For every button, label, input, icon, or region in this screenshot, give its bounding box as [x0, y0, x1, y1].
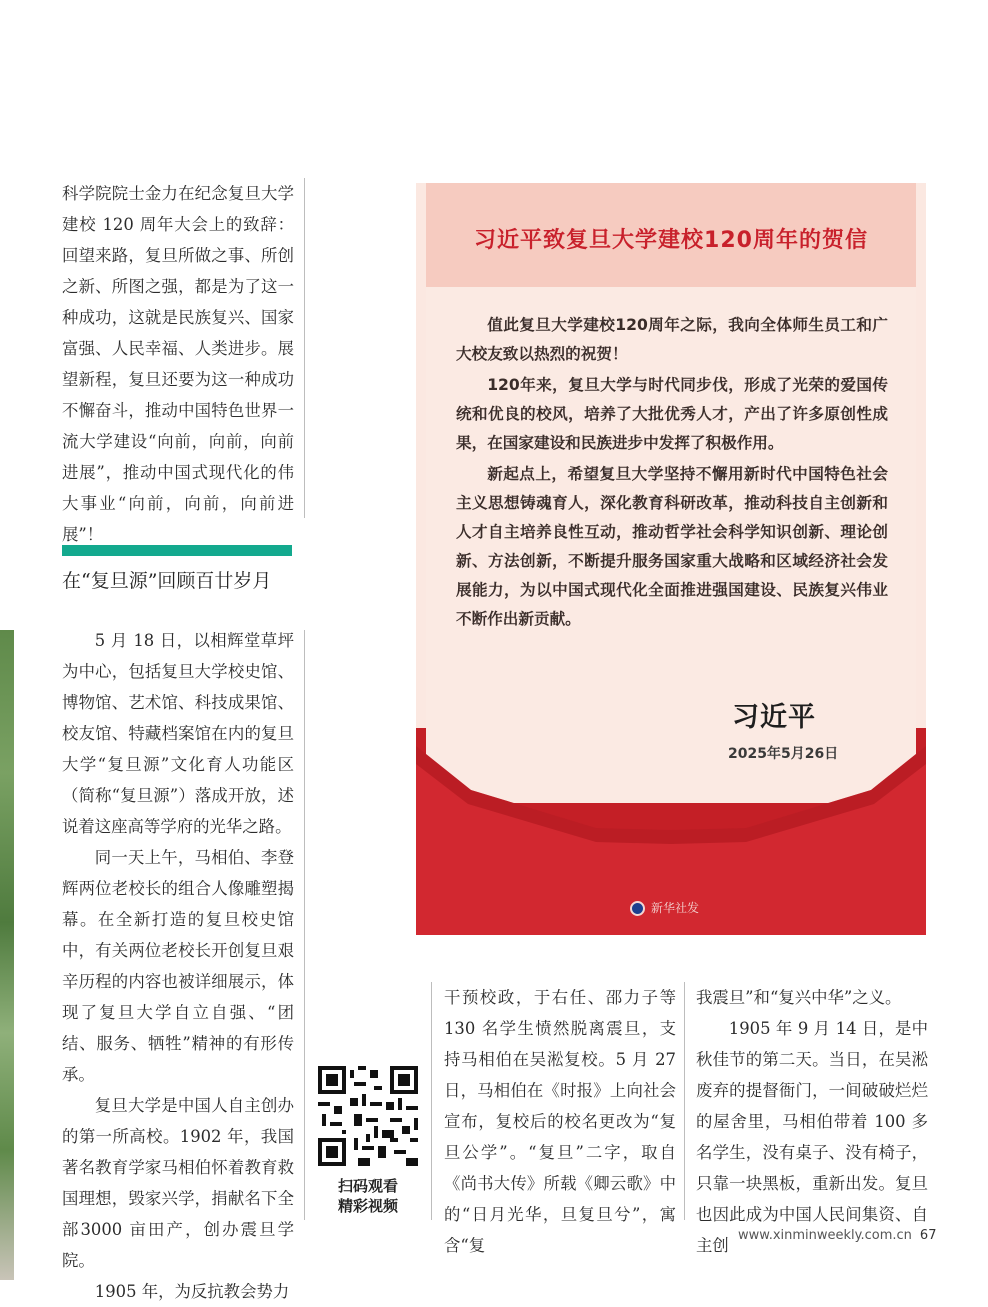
letter-date: 2025年5月26日	[728, 746, 839, 762]
qr-code[interactable]	[318, 1066, 418, 1166]
letter-body	[456, 311, 888, 636]
qr-caption	[318, 1176, 418, 1216]
letter-signature: 习近平	[732, 702, 816, 733]
letter-paragraph: 新起点上，希望复旦大学坚持不懈用新时代中国特色社会主义思想铸魂育人，深化教育科研改革，推动科技自主创新和人才自主培养良性互动，推动哲学社会科学知识创新、理论创新、方法创新，不断提升服务国家重大战略和区域经济社会发展能力，为以中国式现代化全面推进强国建设、民族复兴伟业不断作出新贡献。	[456, 465, 888, 628]
letter-paragraph: 值此复旦大学建校120周年之际，我向全体师生员工和广大校友致以热烈的祝贺！	[456, 316, 888, 363]
page-number: 67	[919, 1228, 937, 1243]
website-url[interactable]: www.xinminweekly.com.cn	[738, 1228, 912, 1243]
column-divider	[304, 178, 305, 518]
letter-title: 习近平致复旦大学建校120周年的贺信	[474, 228, 868, 253]
column-1-body	[62, 625, 294, 1307]
column-1-top-text	[62, 178, 294, 550]
letter-paragraph: 120年来，复旦大学与时代同步伐，形成了光荣的爱国传统和优良的校风，培养了大批优秀人才，产出了许多原创性成果，在国家建设和民族进步中发挥了积极作用。	[456, 376, 888, 452]
section-heading: 在“复旦源”回顾百廿岁月	[62, 570, 272, 592]
paragraph: 1905 年 9 月 14 日，是中秋佳节的第二天。当日，在吴淞废弃的提督衙门，一间破破烂烂的屋舍里，马相伯带着 100 多名学生，没有桌子、没有椅子，只靠一块黑板，重新出发。复旦也因此成为中国人民间集资、自主创	[696, 1019, 928, 1255]
xinhua-credit-text: 新华社发	[651, 901, 700, 915]
qr-caption-line: 扫码观看	[337, 1177, 398, 1195]
congratulatory-letter-image	[416, 183, 926, 935]
xinhua-logo-icon	[630, 901, 645, 916]
paragraph: 复旦大学是中国人自主创办的第一所高校。1902 年，我国著名教育学家马相伯怀着教育救国理想，毁家兴学，捐献名下全部3000 亩田产，创办震旦学院。	[62, 1096, 294, 1270]
body-text: 科学院院士金力在纪念复旦大学建校 120 周年大会上的致辞：回望来路，复旦所做之事、所创之新、所图之强，都是为了这一种成功，这就是民族复兴、国家富强、人民幸福、人类进步。展望新程，复旦还要为这一种成功不懈奋斗，推动中国特色世界一流大学建设“向前，向前，向前进展”，推动中国式现代化的伟大事业“向前，向前，向前进展”！	[62, 184, 294, 544]
column-4-text	[696, 982, 928, 1261]
section-accent-bar	[62, 545, 292, 556]
qr-caption-line: 精彩视频	[337, 1197, 398, 1215]
photo-edge	[0, 630, 14, 1280]
page-footer	[738, 1228, 936, 1243]
paragraph: 同一天上午，马相伯、李登辉两位老校长的组合人像雕塑揭幕。在全新打造的复旦校史馆中，有关两位老校长开创复旦艰辛历程的内容也被详细展示，体现了复旦大学自立自强、“团结、服务、牺牲”精神的有形传承。	[62, 848, 294, 1084]
xinhua-credit	[630, 899, 699, 916]
column-3-text	[444, 982, 676, 1261]
paragraph: 我震旦”和“复兴中华”之义。	[696, 988, 902, 1007]
paragraph: 干预校政，于右任、邵力子等130 名学生愤然脱离震旦，支持马相伯在吴淞复校。5 月 27 日，马相伯在《时报》上向社会宣布，复校后的校名更改为“复旦公学”。“复旦”二字，取自《尚书大传》所载《卿云歌》中的“日月光华，旦复旦兮”，寓含“复	[444, 988, 676, 1255]
column-divider	[684, 982, 685, 1220]
paragraph: 5 月 18 日，以相辉堂草坪为中心，包括复旦大学校史馆、博物馆、艺术馆、科技成果馆、校友馆、特藏档案馆在内的复旦大学“复旦源”文化育人功能区（简称“复旦源”）落成开放，述说着这座高等学府的光华之路。	[62, 631, 294, 836]
column-divider	[304, 630, 305, 1220]
column-divider	[431, 982, 432, 1220]
paragraph: 1905 年，为反抗教会势力	[94, 1282, 290, 1301]
